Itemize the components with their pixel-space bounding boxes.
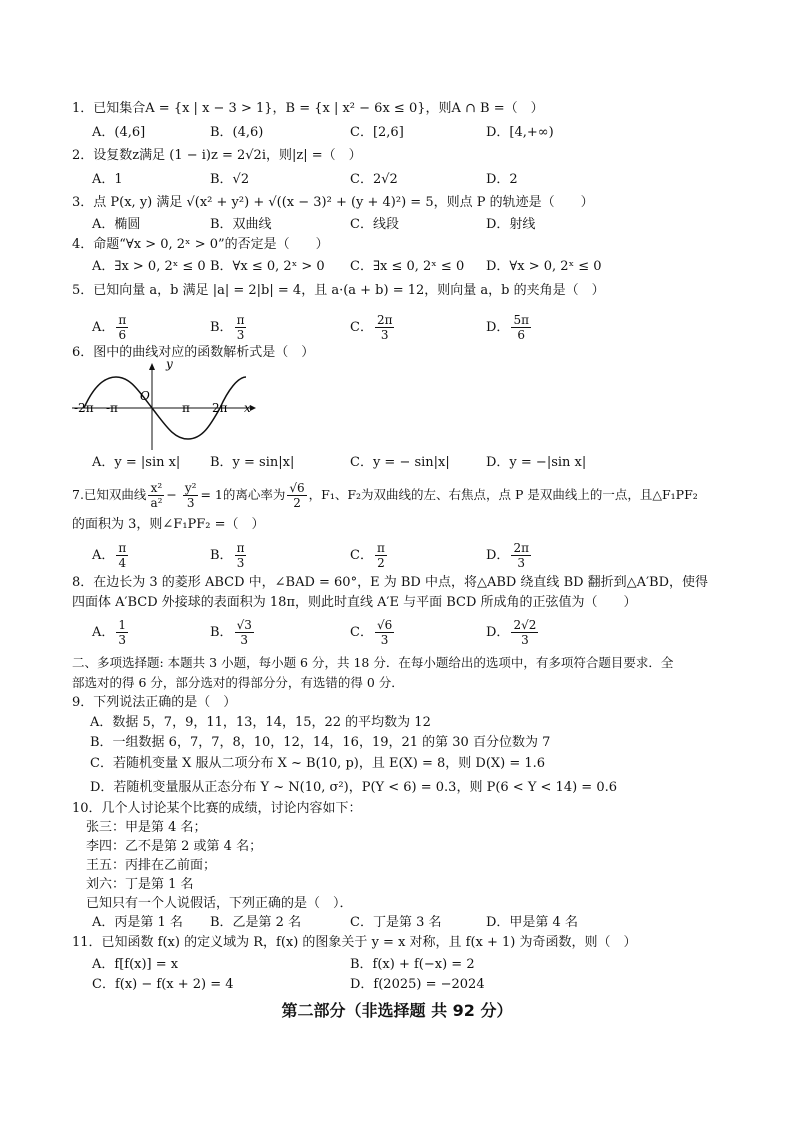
q8-b-denominator: 3	[240, 633, 249, 647]
q5-option-b	[210, 312, 248, 344]
q5-option-a	[92, 312, 130, 344]
q7-x-fraction	[148, 481, 164, 510]
q8-option-d-fraction	[511, 618, 538, 647]
q5-d-denominator: 6	[517, 328, 526, 342]
q5-option-b-letter: B．	[210, 320, 233, 335]
q6-option-a: A．y = |sin x|	[92, 455, 181, 470]
q7-b-denominator: 3	[236, 556, 245, 570]
tick-2pi: 2π	[212, 401, 228, 415]
q8-option-a-letter: A．	[92, 625, 115, 640]
q11-option-a: A．f[f(x)] = x	[92, 957, 179, 972]
q4-option-a: A．∃x > 0, 2ˣ ≤ 0	[92, 259, 206, 274]
tick-neg-2pi: -2π	[74, 401, 94, 415]
q8-b-numerator: √3	[236, 618, 252, 632]
q3-option-b: B．双曲线	[210, 217, 272, 232]
q11-option-d: D．f(2025) = −2024	[350, 977, 485, 992]
q8-option-b	[210, 616, 256, 650]
q8-c-numerator: √6	[376, 618, 393, 632]
q3-option-a: A．椭圆	[92, 217, 141, 232]
q8-a-numerator: 1	[118, 618, 127, 632]
q2-option-b: B．√2	[210, 172, 250, 187]
q5-stem: 5．已知向量 a，b 满足 |a| = 2|b| = 4，且 a·(a + b) = 12，则向量 a，b 的夹角是（ ）	[72, 283, 605, 298]
q11-option-b: B．f(x) + f(−x) = 2	[350, 957, 475, 972]
q4-options	[92, 258, 732, 276]
q7-c-numerator: π	[376, 541, 385, 555]
q7-a-numerator: π	[118, 541, 127, 555]
q11-options-row1	[92, 956, 732, 974]
section2-heading-line2: 部选对的得 6 分，部分选对的得部分分，有选错的得 0 分．	[72, 675, 404, 690]
q8-option-a	[92, 616, 130, 650]
q7-equals-one: = 1	[200, 487, 223, 502]
q3-option-d: D．射线	[486, 217, 536, 232]
q7-e-denominator: 2	[293, 496, 301, 510]
q6-stem: 6．图中的曲线对应的函数解析式是（ ）	[72, 345, 315, 360]
q8-line2: 四面体 A′BCD 外接球的表面积为 18π，则此时直线 A′E 与平面 BCD 所成角的正弦值为（ ）	[72, 595, 637, 610]
y-axis-arrow	[149, 363, 155, 370]
q7-a-denominator: 4	[118, 556, 127, 570]
q7-minus: −	[166, 487, 181, 502]
q6-sine-graph	[70, 360, 260, 452]
q10-statement-1: 张三：甲是第 4 名；	[86, 820, 207, 835]
part2-title: 第二部分（非选择题 共 92 分）	[281, 1001, 513, 1020]
q5-option-c-letter: C．	[350, 320, 373, 335]
q5-b-denominator: 3	[236, 328, 245, 342]
q3-option-c: C．线段	[350, 217, 399, 232]
q7-eccentricity	[287, 481, 306, 510]
q7-c-denominator: 2	[377, 556, 385, 570]
q1-stem: 1．已知集合A = {x | x − 3 > 1}，B = {x | x² − 6x ≤ 0}，则A ∩ B =（ ）	[72, 101, 544, 116]
q5-c-numerator: 2π	[376, 313, 393, 327]
q1-options	[92, 124, 732, 142]
q7-d-numerator: 2π	[513, 541, 529, 555]
q9-option-c: C．若随机变量 X 服从二项分布 X ~ B(10, p)，且 E(X) = 8，则 D(X) = 1.6	[90, 756, 546, 771]
q7-option-c	[350, 540, 389, 572]
q2-option-a: A．1	[92, 172, 123, 187]
q7-option-a-fraction	[116, 541, 128, 570]
q8-option-c-letter: C．	[350, 625, 373, 640]
q8-option-b-letter: B．	[210, 625, 233, 640]
tick-pi: π	[182, 401, 190, 415]
q2-option-d: D．2	[486, 172, 518, 187]
q11-option-c: C．f(x) − f(x + 2) = 4	[92, 977, 234, 992]
q6-option-c: C．y = − sin|x|	[350, 455, 450, 470]
q7-option-b-fraction	[235, 541, 247, 570]
q10-option-d: D．甲是第 4 名	[486, 915, 578, 930]
q8-c-denominator: 3	[380, 633, 389, 647]
tick-neg-pi: -π	[106, 401, 118, 415]
q10-option-a: A．丙是第 1 名	[92, 915, 183, 930]
q8-d-numerator: 2√2	[513, 618, 537, 632]
section2-heading-line1: 二、多项选择题: 本题共 3 小题，每小题 6 分，共 18 分．在每小题给出的选项中，有多项符合题目要求．全	[72, 655, 674, 670]
q5-option-b-fraction	[235, 313, 247, 342]
q1-option-c: C．[2,6]	[350, 125, 404, 140]
q7-options	[92, 540, 732, 572]
q7-option-d-fraction	[511, 541, 531, 570]
q5-c-denominator: 3	[380, 328, 389, 342]
q9-option-b: B．一组数据 6，7，7，8，10，12，14，16，19，21 的第 30 百分位数为 7	[90, 735, 551, 750]
q3-options	[92, 216, 732, 234]
q2-options	[92, 171, 732, 189]
x-axis-label: x	[244, 401, 251, 415]
q4-option-c: C．∃x ≤ 0, 2ˣ ≤ 0	[350, 259, 465, 274]
q10-option-c: C．丁是第 3 名	[350, 915, 442, 930]
q7-option-b	[210, 540, 248, 572]
q4-option-b: B．∀x ≤ 0, 2ˣ > 0	[210, 259, 325, 274]
q5-d-numerator: 5π	[513, 313, 529, 327]
q8-d-denominator: 3	[521, 633, 529, 647]
q7-option-d	[486, 540, 533, 572]
q8-a-denominator: 3	[118, 633, 127, 647]
q7-e-numerator: √6	[289, 481, 305, 495]
q5-option-c-fraction	[375, 313, 395, 342]
q8-option-c	[350, 616, 396, 650]
q7-option-b-letter: B．	[210, 548, 233, 563]
q8-options	[92, 616, 732, 650]
q6-options	[92, 454, 732, 472]
x-axis-arrow	[250, 405, 256, 411]
q7-x-denominator: a²	[150, 496, 163, 510]
q5-a-numerator: π	[118, 313, 127, 327]
q7-d-denominator: 3	[517, 556, 526, 570]
q8-option-a-fraction	[116, 618, 128, 647]
origin-label: O	[140, 389, 150, 403]
q8-line1: 8．在边长为 3 的菱形 ABCD 中，∠BAD = 60°，E 为 BD 中点，将△ABD 绕直线 BD 翻折到△A′BD，使得	[72, 575, 708, 590]
q1-option-b: B．(4,6)	[210, 125, 264, 140]
q5-option-a-letter: A．	[92, 320, 115, 335]
q7-y-fraction	[183, 481, 199, 510]
q5-a-denominator: 6	[118, 328, 127, 342]
q4-option-d: D．∀x > 0, 2ˣ ≤ 0	[486, 259, 602, 274]
q7-line2: 的面积为 3，则∠F₁PF₂ =（ ）	[72, 517, 265, 532]
q7-text-mid: 的离心率为	[222, 487, 286, 502]
q11-stem: 11．已知函数 f(x) 的定义域为 R，f(x) 的图象关于 y = x 对称，且 f(x + 1) 为奇函数，则（ ）	[72, 935, 637, 950]
q7-line1	[72, 478, 698, 512]
q7-option-d-letter: D．	[486, 548, 510, 563]
q6-option-d: D．y = −|sin x|	[486, 455, 587, 470]
q7-b-numerator: π	[236, 541, 245, 555]
q7-option-c-letter: C．	[350, 548, 373, 563]
q8-option-b-fraction	[235, 618, 254, 647]
q10-options	[92, 914, 732, 932]
q7-y-denominator: 3	[186, 496, 195, 510]
q9-option-d: D．若随机变量服从正态分布 Y ~ N(10, σ²)，P(Y < 6) = 0.3，则 P(6 < Y < 14) = 0.6	[90, 780, 618, 795]
q8-option-d	[486, 616, 540, 650]
q7-text-post: ，F₁、F₂为双曲线的左、右焦点，点 P 是双曲线上的一点，且△F₁PF₂	[308, 487, 698, 502]
q2-stem: 2．设复数z满足 (1 − i)z = 2√2i，则|z| =（ ）	[72, 148, 362, 163]
q5-option-d-letter: D．	[486, 320, 510, 335]
q5-option-a-fraction	[116, 313, 128, 342]
q3-stem: 3．点 P(x, y) 满足 √(x² + y²) + √((x − 3)² + (y + 4)²) = 5，则点 P 的轨迹是（ ）	[72, 195, 594, 210]
q5-b-numerator: π	[236, 313, 245, 327]
y-axis-label: y	[166, 360, 173, 371]
q7-text-pre: 7.已知双曲线	[72, 487, 147, 502]
q9-stem: 9．下列说法正确的是（ ）	[72, 695, 237, 710]
q10-stem: 10．几个人讨论某个比赛的成绩，讨论内容如下：	[72, 801, 362, 816]
q10-statement-3: 王五：丙排在乙前面；	[86, 858, 217, 873]
q7-x-numerator: x²	[148, 481, 164, 496]
q5-option-d	[486, 312, 533, 344]
q6-option-b: B．y = sin|x|	[210, 455, 295, 470]
q11-options-row2	[92, 976, 732, 994]
q4-stem: 4．命题“∀x > 0, 2ˣ > 0”的否定是（ ）	[72, 237, 329, 252]
q7-y-numerator: y²	[184, 481, 197, 495]
q8-option-c-fraction	[375, 618, 394, 647]
q10-question: 已知只有一个人说假话，下列正确的是（ ）．	[86, 896, 353, 911]
q9-option-a: A．数据 5，7，9，11，13，14，15，22 的平均数为 12	[90, 715, 431, 730]
q10-statement-4: 刘六：丁是第 1 名	[86, 877, 194, 892]
q1-option-a: A．(4,6]	[92, 125, 146, 140]
q7-option-a-letter: A．	[92, 548, 115, 563]
q1-option-d: D．[4,+∞)	[486, 125, 554, 140]
q7-option-c-fraction	[375, 541, 387, 570]
q5-option-c	[350, 312, 396, 344]
q10-statement-2: 李四：乙不是第 2 或第 4 名；	[86, 839, 263, 854]
q2-option-c: C．2√2	[350, 172, 398, 187]
q5-options	[92, 312, 732, 344]
q10-option-b: B．乙是第 2 名	[210, 915, 302, 930]
q8-option-d-letter: D．	[486, 625, 510, 640]
q7-option-a	[92, 540, 130, 572]
q5-option-d-fraction	[511, 313, 531, 342]
